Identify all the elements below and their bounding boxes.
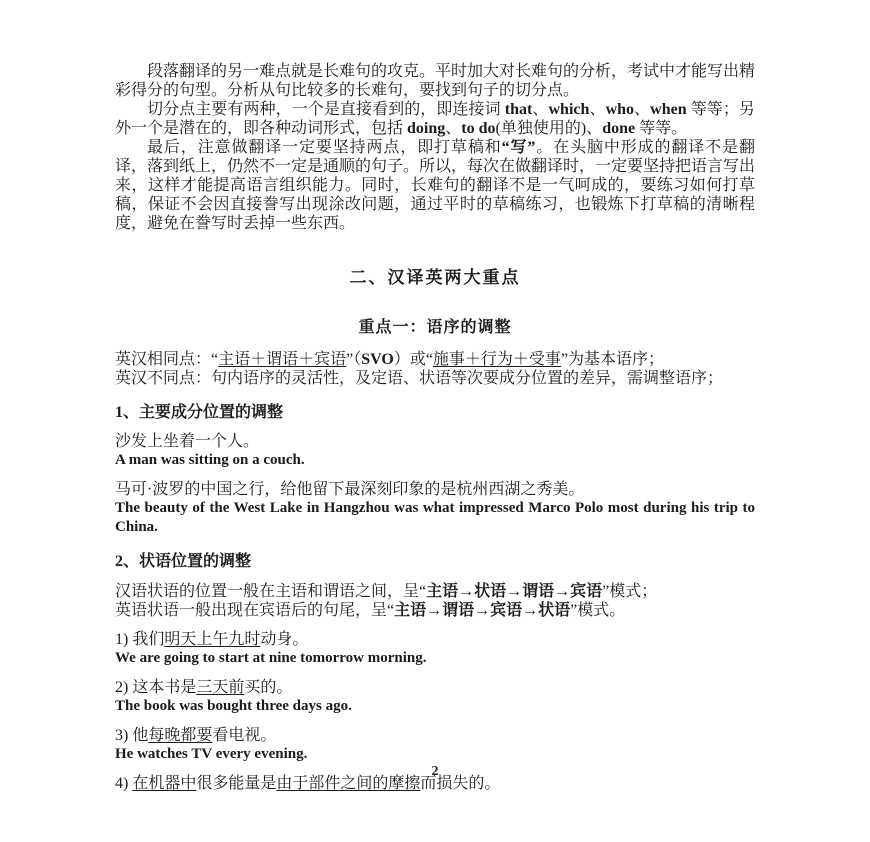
example-english: He watches TV every evening. [115, 746, 308, 762]
point1-title: 1、主要成分位置的调整 [115, 404, 284, 421]
example-english: We are going to start at nine tomorrow morning. [115, 650, 427, 666]
example-chinese: 马可·波罗的中国之行，给他留下最深刻印象的是杭州西湖之秀美。 [115, 481, 585, 498]
adverbial-notes [115, 582, 755, 620]
example-chinese: 4) 在机器中很多能量是由于部件之间的摩擦而损失的。 [115, 775, 501, 792]
difference-note: 英汉不同点：句内语序的灵活性，及定语、状语等次要成分位置的差异，需调整语序； [115, 370, 724, 387]
english-pattern-note: 英语状语一般出现在宾语后的句尾，呈“主语→谓语→宾语→状语”模式。 [115, 602, 626, 619]
intro-section [115, 62, 755, 233]
example-english: A man was sitting on a couch. [115, 452, 305, 468]
example-chinese: 1) 我们明天上午九时动身。 [115, 631, 309, 648]
intro-paragraph-3: 最后，注意做翻译一定要坚持两点，即打草稿和“写”。在头脑中形成的翻译不是翻译，落到纸上，仍然不一定是通顺的句子。所以，每次在做翻译时，一定要坚持把语言写出来，这样才能提高语言组织能力。同时，长难句的翻译不是一气呵成的，要练习如何打草稿，保证不会因直接誊写出现涂改问题，通过平时的草稿练习，也锻炼下打草稿的清晰程度，避免在誊写时丢掉一些东西。 [115, 139, 756, 232]
example-pair [115, 678, 755, 716]
chinese-pattern-note: 汉语状语的位置一般在主语和谓语之间，呈“主语→状语→谓语→宾语”模式； [115, 583, 658, 600]
comparison-notes [115, 350, 755, 388]
example-chinese: 沙发上坐着一个人。 [115, 433, 260, 450]
example-pair [115, 726, 755, 764]
example-pair [115, 630, 755, 668]
section-heading: 二、汉译英两大重点 [349, 268, 521, 287]
subsection-heading: 重点一：语序的调整 [358, 319, 512, 336]
example-pair [115, 432, 755, 470]
page-number: 2 [431, 764, 439, 779]
example-chinese: 2) 这本书是三天前买的。 [115, 679, 293, 696]
example-english: The beauty of the West Lake in Hangzhou was what impressed Marco Polo most during his trip to China. [115, 500, 755, 535]
similarity-note: 英汉相同点：“主语＋谓语＋宾语”（SVO）或“施事＋行为＋受事”为基本语序； [115, 351, 665, 368]
example-chinese: 3) 他每晚都要看电视。 [115, 727, 277, 744]
example-english: The book was bought three days ago. [115, 698, 352, 714]
intro-paragraph-1: 段落翻译的另一难点就是长难句的攻克。平时加大对长难句的分析，考试中才能写出精彩得分的句型。分析从句比较多的长难句，要找到句子的切分点。 [115, 63, 756, 99]
example-pair [115, 480, 755, 537]
intro-paragraph-2: 切分点主要有两种，一个是直接看到的，即连接词 that、which、who、when 等等；另外一个是潜在的，即各种动词形式，包括 doing、to do(单独使用的)、done 等等。 [115, 101, 755, 137]
point2-title: 2、状语位置的调整 [115, 553, 252, 570]
